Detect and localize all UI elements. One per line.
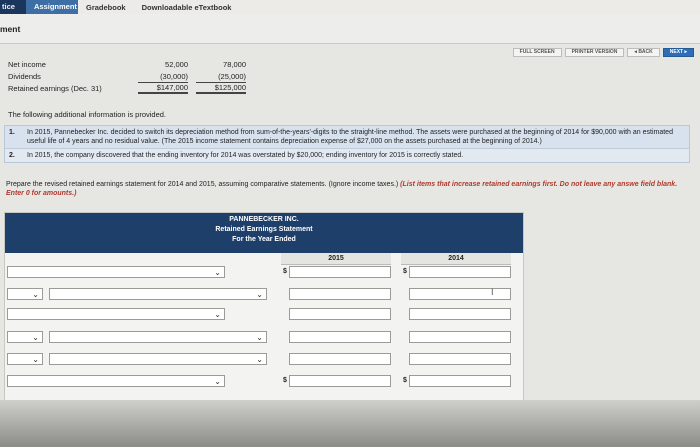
account-select[interactable] <box>49 331 267 343</box>
toolbar <box>513 48 694 57</box>
bottom-edge <box>0 400 700 447</box>
back-button[interactable]: ◂ BACK <box>627 48 659 57</box>
note-number: 2. <box>9 152 15 159</box>
fin-label: Retained earnings (Dec. 31) <box>8 83 102 93</box>
chevron-down-icon: ⌄ <box>32 333 39 342</box>
amount-input-2015[interactable] <box>289 353 391 365</box>
question-panel <box>0 44 700 447</box>
tab-etextbook[interactable]: Downloadable eTextbook <box>141 2 232 12</box>
account-select[interactable] <box>49 353 267 365</box>
statement-period: For the Year Ended <box>232 236 296 243</box>
fin-value-2015: (25,000) <box>218 71 246 81</box>
prompt-instruction: (List items that increase retained earnings first. Do not leave any answe field blank. Enter 0 for amounts.) <box>6 181 678 197</box>
fin-value-2015: $125,000 <box>196 82 246 94</box>
fin-row-retained-earnings <box>8 82 248 94</box>
chevron-down-icon: ⌄ <box>32 355 39 364</box>
fin-value-2014: (30,000) <box>160 71 188 81</box>
account-select[interactable] <box>7 266 225 278</box>
amount-input-2014[interactable] <box>409 331 511 343</box>
column-header-2014: 2014 <box>401 253 511 265</box>
statement-title: Retained Earnings Statement <box>215 226 313 233</box>
amount-input-2014[interactable] <box>409 288 511 300</box>
dollar-sign: $ <box>283 268 287 275</box>
amount-input-2015[interactable] <box>289 331 391 343</box>
note-number: 1. <box>9 129 15 136</box>
note-text: In 2015, Pannebecker Inc. decided to switch its depreciation method from sum-of-the-years'-digits to the straight-line method. The assets were purchased at the beginning of 2014 for $90,000 with an estimated useful life of 4 years and no residual value. (The 2015 income statement contains depreciation expense of $27,000 on the assets purchased at the beginning of 2014.) <box>27 129 673 145</box>
fin-value-2014: $147,000 <box>138 82 188 94</box>
question-prompt <box>6 180 696 198</box>
full-screen-button[interactable]: FULL SCREEN <box>513 48 562 57</box>
statement-header <box>5 213 523 253</box>
account-select[interactable] <box>7 308 225 320</box>
adjustment-type-select[interactable] <box>7 353 43 365</box>
amount-input-2015[interactable] <box>289 375 391 387</box>
account-select[interactable] <box>49 288 267 300</box>
tab-practice[interactable]: tice <box>2 2 15 11</box>
printer-version-button[interactable]: PRINTER VERSION <box>565 48 625 57</box>
chevron-down-icon: ⌄ <box>256 355 263 364</box>
fin-label: Net income <box>8 59 46 69</box>
section-title: ment <box>0 24 21 34</box>
dollar-sign: $ <box>403 268 407 275</box>
additional-info: The following additional information is provided. <box>8 110 167 119</box>
top-nav-light <box>78 0 700 14</box>
fin-value-2015: 78,000 <box>223 59 246 69</box>
tab-gradebook[interactable]: Gradebook <box>86 2 126 12</box>
notes-box <box>4 125 690 163</box>
amount-input-2014[interactable] <box>409 308 511 320</box>
note-item <box>5 126 689 148</box>
fin-row-dividends <box>8 70 248 82</box>
amount-input-2015[interactable] <box>289 308 391 320</box>
account-select[interactable] <box>7 375 225 387</box>
amount-input-2015[interactable] <box>289 288 391 300</box>
column-header-2015: 2015 <box>281 253 391 265</box>
amount-input-2014[interactable] <box>409 266 511 278</box>
fin-row-net-income <box>8 58 248 70</box>
chevron-down-icon: ⌄ <box>214 310 221 319</box>
chevron-down-icon: ⌄ <box>214 377 221 386</box>
adjustment-type-select[interactable] <box>7 331 43 343</box>
section-bar <box>0 14 700 44</box>
dollar-sign: $ <box>283 377 287 384</box>
chevron-down-icon: ⌄ <box>256 290 263 299</box>
chevron-down-icon: ⌄ <box>214 268 221 277</box>
dollar-sign: $ <box>403 377 407 384</box>
chevron-down-icon: ⌄ <box>256 333 263 342</box>
text-cursor-icon: I <box>491 287 494 297</box>
tab-assignment[interactable]: Assignment <box>26 0 78 14</box>
amount-input-2015[interactable] <box>289 266 391 278</box>
fin-value-2014: 52,000 <box>165 59 188 69</box>
note-text: In 2015, the company discovered that the ending inventory for 2014 was overstated by $20,000; ending inventory for 2015 is correctly stated. <box>27 152 464 159</box>
prompt-text: Prepare the revised retained earnings statement for 2014 and 2015, assuming comparative statements. (Ignore income taxes.) <box>6 181 401 188</box>
next-button[interactable]: NEXT ▸ <box>663 48 694 57</box>
financial-data <box>8 58 248 94</box>
fin-label: Dividends <box>8 71 41 81</box>
adjustment-type-select[interactable] <box>7 288 43 300</box>
chevron-down-icon: ⌄ <box>32 290 39 299</box>
note-item <box>5 148 689 162</box>
company-name: PANNEBECKER INC. <box>229 216 299 223</box>
amount-input-2014[interactable] <box>409 375 511 387</box>
amount-input-2014[interactable] <box>409 353 511 365</box>
